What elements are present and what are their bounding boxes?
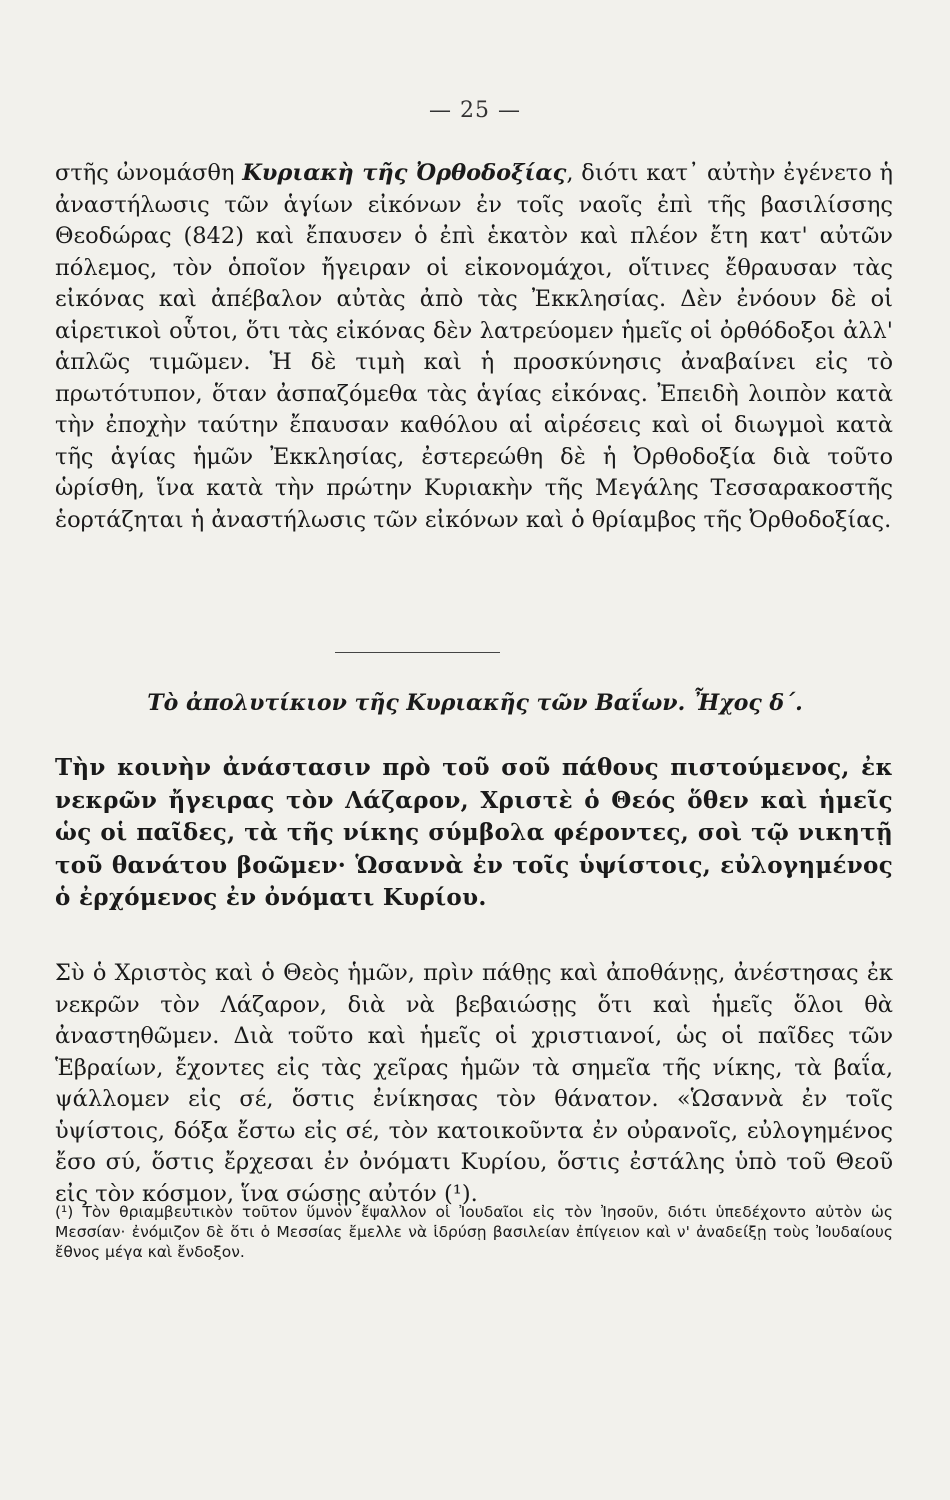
section-heading: Τὸ ἀπολυτίκιον τῆς Κυριακῆς τῶν Βαΐων. Ἦχος δ΄. — [147, 690, 803, 716]
footnote: (¹) Τὸν θριαμβευτικὸν τοῦτον ὕμνον ἔψαλλον οἱ Ἰουδαῖοι εἰς τὸν Ἰησοῦν, διότι ὑπεδέχοντο αὐτὸν ὡς Μεσσίαν· ἐνόμιζον δὲ ὅτι ὁ Μεσσίας ἔμελλε νὰ ἱδρύσῃ βασιλείαν ἐπίγειον καὶ ν' ἀναδείξῃ τοὺς Ἰουδαίους ἔθνος μέγα καὶ ἔνδοξον. — [55, 1203, 893, 1261]
emphasized-title: Κυριακὴ τῆς Ὀρθοδοξίας — [242, 160, 567, 186]
paragraph-explanation: Σὺ ὁ Χριστὸς καὶ ὁ Θεὸς ἡμῶν, πρὶν πάθῃς καὶ ἀποθάνῃς, ἀνέστησας ἐκ νεκρῶν τὸν Λάζαρον, διὰ νὰ βεβαιώσῃς ὅτι καὶ ἡμεῖς ὅλοι θὰ ἀναστηθῶμεν. Διὰ τοῦτο καὶ ἡμεῖς οἱ χριστιανοί, ὡς οἱ παῖδες τῶν Ἑβραίων, ἔχοντες εἰς τὰς χεῖρας ἡμῶν τὰ σημεῖα τῆς νίκης, τὰ βαΐα, ψάλλομεν εἰς σέ, ὅστις ἐνίκησας τὸν θάνατον. «Ὡσαννὰ ἐν τοῖς ὑψίστοις, δόξα ἔστω εἰς σέ, τὸν κατοικοῦντα ἐν οὐρανοῖς, εὐλογημένος ἔσο σύ, ὅστις ἔρχεσαι ἐν ὀνόματι Κυρίου, ὅστις ἐστάλης ὑπὸ τοῦ Θεοῦ εἰς τὸν κόσμον, ἵνα σώσῃς αὐτόν (¹). — [55, 960, 893, 1207]
hymn-text: Τὴν κοινὴν ἀνάστασιν πρὸ τοῦ σοῦ πάθους πιστούμενος, ἐκ νεκρῶν ἤγειρας τὸν Λάζαρον, Χριστὲ ὁ Θεός ὅθεν καὶ ἡμεῖς ὡς οἱ παῖδες, τὰ τῆς νίκης σύμβολα φέροντες, σοὶ τῷ νικητῇ τοῦ θανάτου βοῶμεν· Ὡσαννὰ ἐν τοῖς ὑψίστοις, εὐλογημένος ὁ ἐρχόμενος ἐν ὀνόματι Κυρίου. — [55, 754, 893, 911]
paragraph-text-start: στῆς ὠνομάσθη — [55, 160, 243, 186]
paragraph-text-rest: , διότι κατ᾽ αὐτὴν ἐγένετο ἡ ἀναστήλωσις τῶν ἁγίων εἰκόνων ἐν τοῖς ναοῖς ἐπὶ τῆς βασιλίσσης Θεοδώρας (842) καὶ ἔπαυσεν ὁ ἐπὶ ἑκατὸν καὶ πλέον ἔτη κατ' αὐτῶν πόλεμος, τὸν ὁποῖον ἤγειραν οἱ εἰκονομάχοι, οἵτινες ἔθραυσαν τὰς εἰκόνας καὶ ἀπέβαλον αὐτὰς ἀπὸ τὰς Ἐκκλησίας. Δὲν ἐνόουν δὲ οἱ αἱρετικοὶ οὗτοι, ὅτι τὰς εἰκόνας δὲν λατρεύομεν ἡμεῖς οἱ ὀρθόδοξοι ἀλλ' ἁπλῶς τιμῶμεν. Ἡ δὲ τιμὴ καὶ ἡ προσκύνησις ἀναβαίνει εἰς τὸ πρωτότυπον, ὅταν ἀσπαζόμεθα τὰς ἁγίας εἰκόνας. Ἐπειδὴ λοιπὸν κατὰ τὴν ἐποχὴν ταύτην ἔπαυσαν καθόλου αἱ αἱρέσεις καὶ οἱ διωγμοὶ κατὰ τῆς ἁγίας ἡμῶν Ἐκκλησίας, ἐστερεώθη δὲ ἡ Ὀρθοδοξία διὰ τοῦτο ὡρίσθη, ἵνα κατὰ τὴν πρώτην Κυριακὴν τῆς Μεγάλης Τεσσαρακοστῆς ἑορτάζηται ἡ ἀναστήλωσις τῶν εἰκόνων καὶ ὁ θρίαμβος τῆς Ὀρθοδοξίας. — [55, 160, 894, 533]
section-divider — [335, 652, 500, 653]
page-number: — 25 — — [429, 98, 521, 123]
paragraph-orthodoxy-sunday — [55, 158, 893, 536]
